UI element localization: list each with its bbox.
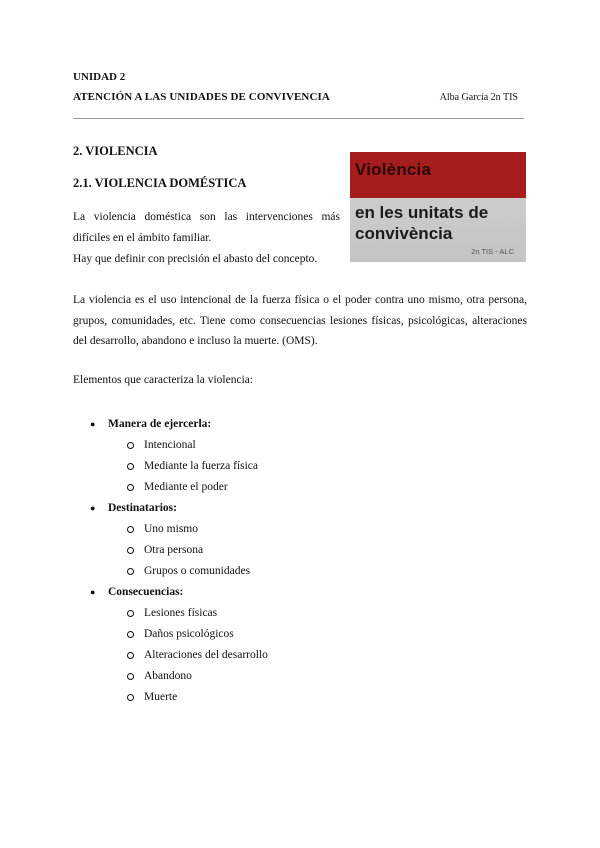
bullet-circle-icon: [127, 442, 134, 449]
header-author: Alba García 2n TIS: [439, 92, 518, 103]
banner-title-line-3: convivència: [355, 224, 453, 243]
bullet-dot-icon: ●: [90, 587, 96, 597]
bullet-dot-icon: ●: [90, 419, 96, 429]
banner-title-line-1: Violència: [355, 160, 432, 179]
bullet-circle-icon: [127, 610, 134, 617]
bullet-dot-icon: ●: [90, 503, 96, 513]
header-unit: UNIDAD 2: [73, 71, 126, 83]
list-item: Daños psicológicos: [73, 624, 527, 645]
list-item: Intencional: [73, 435, 527, 456]
bullet-circle-icon: [127, 673, 134, 680]
list-group-title: ● Destinatarios:: [73, 498, 527, 519]
bullet-circle-icon: [127, 694, 134, 701]
banner-title-line-2: en les unitats de: [355, 203, 489, 222]
bullet-circle-icon: [127, 568, 134, 575]
list-item: Mediante el poder: [73, 477, 527, 498]
bullet-circle-icon: [127, 484, 134, 491]
list-item: Mediante la fuerza física: [73, 456, 527, 477]
list-item: Muerte: [73, 687, 527, 708]
cover-banner-image: [350, 152, 526, 262]
header-title: ATENCIÓN A LAS UNIDADES DE CONVIVENCIA: [73, 91, 330, 103]
bullet-circle-icon: [127, 652, 134, 659]
list-item: Otra persona: [73, 540, 527, 561]
intro-line-1: La violencia doméstica son las intervenciones más difíciles en el ámbito familiar.: [73, 211, 340, 244]
intro-text: [73, 207, 340, 270]
bullet-circle-icon: [127, 526, 134, 533]
intro-line-2: Hay que definir con precisión el abasto del concepto.: [73, 253, 318, 265]
list-item: Abandono: [73, 666, 527, 687]
list-item: Alteraciones del desarrollo: [73, 645, 527, 666]
elements-intro: Elementos que caracteriza la violencia:: [73, 374, 254, 386]
definition-paragraph: La violencia es el uso intencional de la fuerza física o el poder contra uno mismo, otra persona, grupos, comunidades, etc. Tiene como consecuencias lesiones físicas, psicológicas, alteraciones del desarrollo, abandono e incluso la muerte. (OMS).: [73, 294, 527, 347]
section-heading: 2. VIOLENCIA: [73, 144, 158, 158]
list-group-title: ● Manera de ejercerla:: [73, 414, 527, 435]
elements-list: [73, 414, 527, 708]
list-item: Uno mismo: [73, 519, 527, 540]
bullet-circle-icon: [127, 631, 134, 638]
header-divider: [73, 118, 524, 119]
banner-credit: 2n TIS - ALC: [471, 247, 514, 256]
bullet-circle-icon: [127, 547, 134, 554]
list-item: Lesiones físicas: [73, 603, 527, 624]
subsection-heading: 2.1. VIOLENCIA DOMÉSTICA: [73, 176, 247, 190]
list-group-title: ● Consecuencias:: [73, 582, 527, 603]
bullet-circle-icon: [127, 463, 134, 470]
list-item: Grupos o comunidades: [73, 561, 527, 582]
